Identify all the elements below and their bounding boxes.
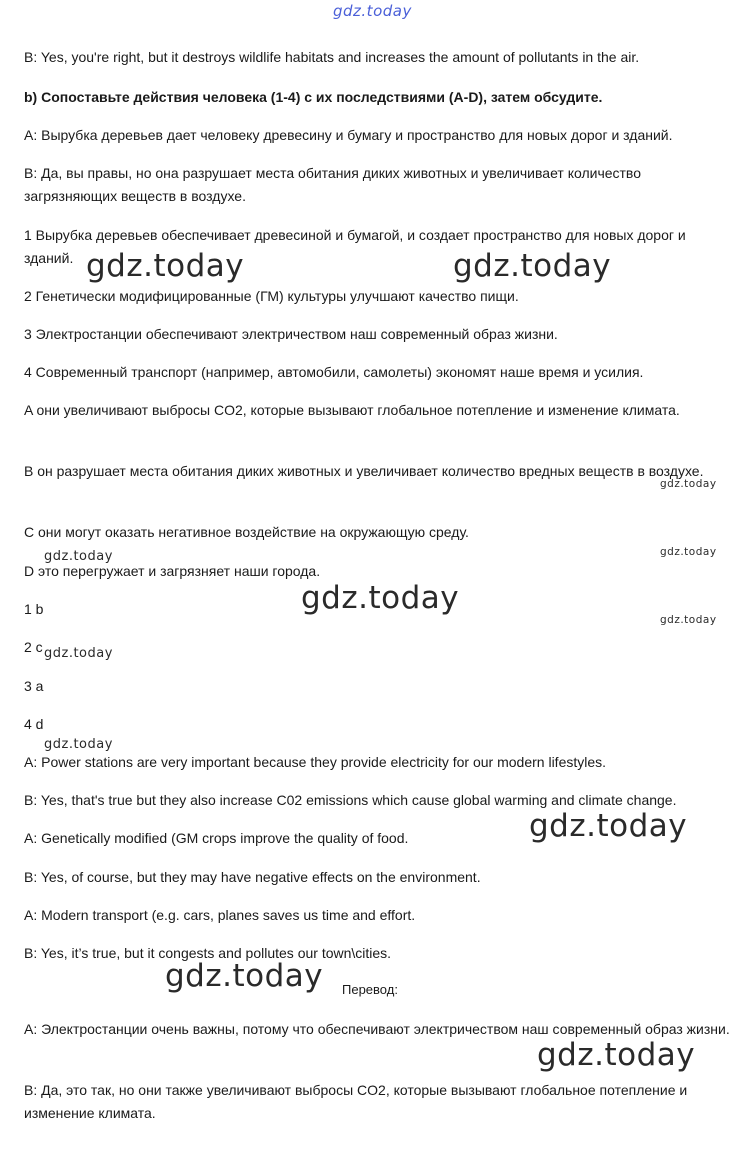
consequence-b: B он разрушает места обитания диких животных и увеличивает количество вредных веществ в воздухе. xyxy=(24,463,704,479)
task-heading: b) Сопоставьте действия человека (1-4) с их последствиями (A-D), затем обсудите. xyxy=(24,89,603,105)
watermark-large: gdz.today xyxy=(529,808,688,844)
watermark-small: gdz.today xyxy=(660,614,717,626)
consequence-c: C они могут оказать негативное воздействие на окружающую среду. xyxy=(24,524,469,540)
header-watermark: gdz.today xyxy=(333,2,412,20)
watermark-small: gdz.today xyxy=(660,478,717,490)
paragraph-a-ru: A: Вырубка деревьев дает человеку древесину и бумагу и пространство для новых дорог и зданий. xyxy=(24,127,673,143)
consequence-d: D это перегружает и загрязняет наши города. xyxy=(24,563,321,579)
watermark-large: gdz.today xyxy=(301,580,460,616)
watermark-large: gdz.today xyxy=(453,248,612,284)
action-1: 1 Вырубка деревьев обеспечивает древесиной и бумагой, и создает пространство для новых дорог и зданий. xyxy=(24,227,686,266)
action-3: 3 Электростанции обеспечивают электричеством наш современный образ жизни. xyxy=(24,326,558,342)
watermark-large: gdz.today xyxy=(537,1037,696,1073)
dialogue-5: A: Modern transport (e.g. cars, planes saves us time and effort. xyxy=(24,907,416,923)
paragraph-b-ru: B: Да, вы правы, но она разрушает места обитания диких животных и увеличивает количество загрязняющих веществ в воздухе. xyxy=(24,165,641,204)
answer-1: 1 b xyxy=(24,601,44,617)
translation-label: Перевод: xyxy=(342,982,398,997)
action-4: 4 Современный транспорт (например, автомобили, самолеты) экономят наше время и усилия. xyxy=(24,364,644,380)
watermark-small: gdz.today xyxy=(44,646,113,661)
dialogue-6: B: Yes, it’s true, but it congests and pollutes our town\cities. xyxy=(24,945,392,961)
watermark-large: gdz.today xyxy=(165,958,324,994)
dialogue-4: B: Yes, of course, but they may have negative effects on the environment. xyxy=(24,869,481,885)
translation-2: B: Да, это так, но они также увеличивают выбросы CO2, которые вызывают глобальное потепление и изменение климата. xyxy=(24,1082,688,1121)
consequence-a: A они увеличивают выбросы CO2, которые вызывают глобальное потепление и изменение климата. xyxy=(24,402,680,418)
paragraph-b-reply: B: Yes, you're right, but it destroys wildlife habitats and increases the amount of pollutants in the air. xyxy=(24,49,640,65)
action-2: 2 Генетически модифицированные (ГМ) культуры улучшают качество пищи. xyxy=(24,288,519,304)
watermark-large: gdz.today xyxy=(86,248,245,284)
watermark-small: gdz.today xyxy=(44,549,113,564)
watermark-small: gdz.today xyxy=(660,546,717,558)
answer-3: 3 a xyxy=(24,678,44,694)
dialogue-2: B: Yes, that's true but they also increase C02 emissions which cause global warming and climate change. xyxy=(24,792,677,808)
answer-4: 4 d xyxy=(24,716,44,732)
dialogue-1: A: Power stations are very important because they provide electricity for our modern lifestyles. xyxy=(24,754,607,770)
answer-2: 2 c xyxy=(24,639,43,655)
dialogue-3: A: Genetically modified (GM crops improve the quality of food. xyxy=(24,830,409,846)
watermark-small: gdz.today xyxy=(44,737,113,752)
translation-1: A: Электростанции очень важны, потому что обеспечивают электричеством наш современный образ жизни. xyxy=(24,1021,730,1037)
